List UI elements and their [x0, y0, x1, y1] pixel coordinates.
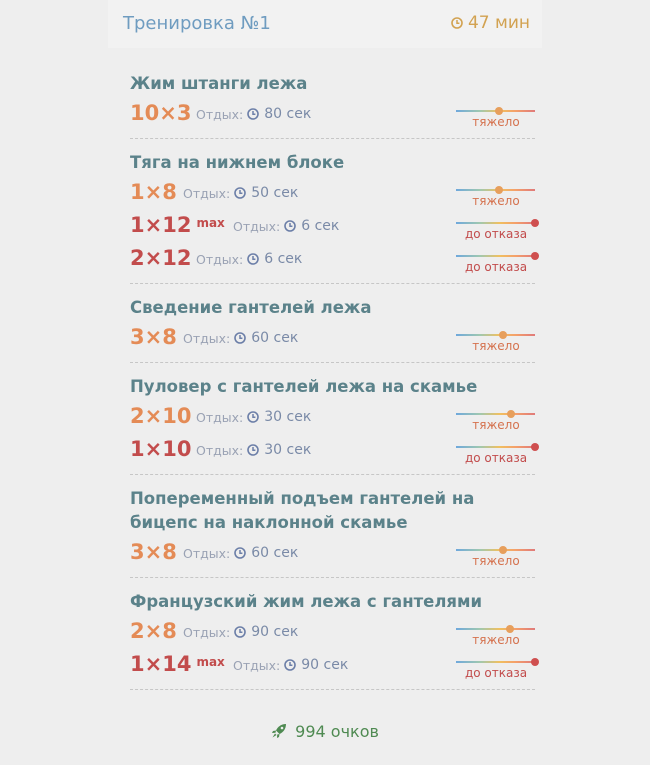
set-row — [130, 433, 535, 466]
reps-value: 2×12 — [130, 246, 192, 270]
intensity-label: тяжело — [472, 554, 520, 568]
points-total — [0, 722, 650, 741]
intensity-marker — [507, 410, 515, 418]
intensity-bar — [456, 628, 535, 630]
intensity-marker — [531, 443, 539, 451]
set-row — [130, 209, 535, 242]
reps-value: 1×14 — [130, 652, 192, 676]
intensity-indicator — [456, 441, 536, 465]
rest-label: Отдых: — [183, 624, 231, 640]
rest-time: 50 сек — [251, 185, 299, 201]
rest-time: 90 сек — [251, 624, 299, 640]
intensity-marker — [495, 107, 503, 115]
exercise-name: Жим штанги лежа — [130, 74, 308, 93]
reps-value: 2×10 — [130, 404, 192, 428]
intensity-marker — [531, 658, 539, 666]
clock-icon — [284, 220, 296, 232]
set-reps — [130, 179, 177, 205]
rest-time: 30 сек — [264, 409, 312, 425]
intensity-bar — [456, 661, 535, 663]
intensity-indicator — [456, 408, 536, 432]
intensity-marker — [531, 252, 539, 260]
exercise-block[interactable] — [130, 375, 535, 475]
exercise-block[interactable] — [130, 151, 535, 284]
intensity-label: до отказа — [464, 451, 528, 465]
set-reps — [130, 212, 225, 238]
exercise-name: Сведение гантелей лежа — [130, 298, 372, 317]
max-badge: max — [196, 655, 225, 669]
set-row — [130, 321, 535, 354]
rest-info — [183, 624, 298, 640]
clock-icon — [234, 332, 246, 344]
reps-value: 3×8 — [130, 540, 177, 564]
rest-time: 80 сек — [264, 106, 312, 122]
points-value: 994 очков — [295, 722, 379, 741]
rest-info — [183, 330, 298, 346]
clock-icon — [234, 626, 246, 638]
rest-info — [196, 106, 311, 122]
set-row — [130, 615, 535, 648]
max-badge: max — [196, 216, 225, 230]
intensity-indicator — [456, 250, 536, 274]
intensity-bar — [456, 446, 535, 448]
set-reps — [130, 436, 191, 462]
exercise-name: Попеременный подъем гантелей на бицепс на наклонной скамье — [130, 489, 475, 532]
set-reps — [130, 618, 177, 644]
exercise-block[interactable] — [130, 72, 535, 139]
intensity-label: тяжело — [472, 633, 520, 647]
reps-value: 1×8 — [130, 180, 177, 204]
intensity-indicator — [456, 544, 536, 568]
rest-time: 90 сек — [301, 657, 349, 673]
clock-icon — [284, 659, 296, 671]
set-reps — [130, 324, 177, 350]
intensity-label: тяжело — [472, 418, 520, 432]
intensity-indicator — [456, 105, 536, 129]
rest-label: Отдых: — [196, 251, 244, 267]
intensity-indicator — [456, 184, 536, 208]
rest-info — [233, 218, 339, 234]
rest-label: Отдых: — [233, 657, 281, 673]
rest-label: Отдых: — [183, 185, 231, 201]
exercise-name: Пуловер с гантелей лежа на скамье — [130, 377, 478, 396]
exercise-name: Тяга на нижнем блоке — [130, 153, 345, 172]
workout-duration — [451, 13, 530, 33]
rest-label: Отдых: — [196, 409, 244, 425]
intensity-bar — [456, 222, 535, 224]
reps-value: 1×10 — [130, 437, 192, 461]
intensity-marker — [506, 625, 514, 633]
rest-time: 60 сек — [251, 330, 299, 346]
intensity-label: тяжело — [472, 194, 520, 208]
intensity-marker — [531, 219, 539, 227]
clock-icon — [234, 187, 246, 199]
reps-value: 1×12 — [130, 213, 192, 237]
set-row — [130, 242, 535, 275]
exercise-block[interactable] — [130, 296, 535, 363]
clock-icon — [247, 108, 259, 120]
intensity-indicator — [456, 217, 536, 241]
clock-icon — [247, 444, 259, 456]
rest-time: 60 сек — [251, 545, 299, 561]
rest-label: Отдых: — [196, 106, 244, 122]
set-row — [130, 536, 535, 569]
reps-value: 2×8 — [130, 619, 177, 643]
rest-time: 6 сек — [301, 218, 340, 234]
clock-icon — [234, 547, 246, 559]
intensity-indicator — [456, 329, 536, 353]
intensity-marker — [495, 186, 503, 194]
set-reps — [130, 651, 225, 677]
intensity-marker — [499, 546, 507, 554]
intensity-label: тяжело — [472, 339, 520, 353]
set-row — [130, 97, 535, 130]
workout-title: Тренировка №1 — [123, 13, 271, 34]
rest-label: Отдых: — [183, 545, 231, 561]
rest-info — [196, 409, 311, 425]
set-reps — [130, 245, 191, 271]
rest-info — [183, 185, 298, 201]
rest-time: 6 сек — [264, 251, 303, 267]
intensity-bar — [456, 413, 535, 415]
intensity-label: тяжело — [472, 115, 520, 129]
rest-label: Отдых: — [196, 442, 244, 458]
set-reps — [130, 403, 191, 429]
set-row — [130, 648, 535, 681]
rest-time: 30 сек — [264, 442, 312, 458]
exercise-name: Французский жим лежа с гантелями — [130, 592, 483, 611]
rest-label: Отдых: — [233, 218, 281, 234]
workout-header — [108, 0, 542, 48]
intensity-label: до отказа — [464, 260, 528, 274]
duration-value: 47 мин — [467, 13, 530, 33]
exercise-block[interactable] — [130, 487, 535, 578]
rest-label: Отдых: — [183, 330, 231, 346]
intensity-label: до отказа — [464, 227, 528, 241]
clock-icon — [247, 253, 259, 265]
clock-icon — [451, 17, 463, 29]
exercise-list — [130, 72, 535, 702]
set-reps — [130, 539, 177, 565]
reps-value: 10×3 — [130, 101, 192, 125]
exercise-block[interactable] — [130, 590, 535, 690]
intensity-bar — [456, 549, 535, 551]
intensity-bar — [456, 334, 535, 336]
rest-info — [183, 545, 298, 561]
reps-value: 3×8 — [130, 325, 177, 349]
rest-info — [233, 657, 348, 673]
intensity-indicator — [456, 656, 536, 680]
set-reps — [130, 100, 191, 126]
intensity-label: до отказа — [464, 666, 528, 680]
intensity-indicator — [456, 623, 536, 647]
clock-icon — [247, 411, 259, 423]
rest-info — [196, 442, 311, 458]
set-row — [130, 400, 535, 433]
intensity-bar — [456, 255, 535, 257]
rocket-icon — [271, 723, 287, 739]
set-row — [130, 176, 535, 209]
rest-info — [196, 251, 302, 267]
intensity-marker — [499, 331, 507, 339]
